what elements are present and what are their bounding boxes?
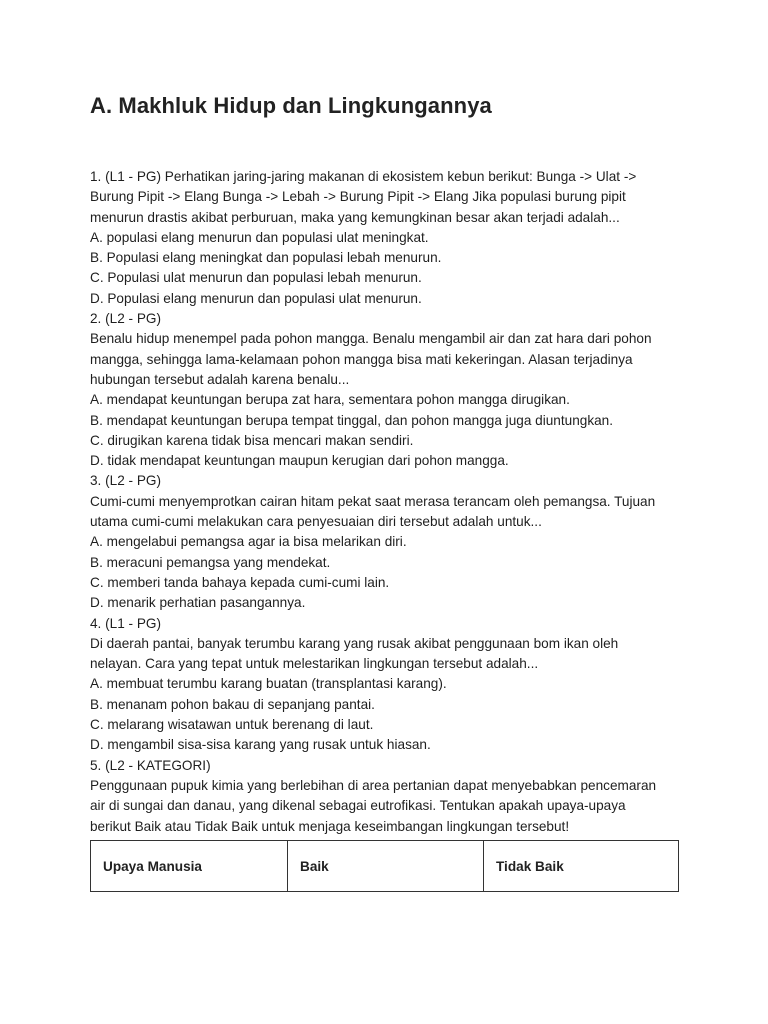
text-line: mangga, sehingga lama-kelamaan pohon mangga bisa mati kekeringan. Alasan terjadinya	[90, 351, 633, 367]
answer-option: D. menarik perhatian pasangannya.	[90, 595, 306, 611]
answer-option: A. mendapat keuntungan berupa zat hara, sementara pohon mangga dirugikan.	[90, 392, 570, 408]
text-line: Cumi-cumi menyemprotkan cairan hitam pekat saat merasa terancam oleh pemangsa. Tujuan	[90, 493, 656, 509]
text-line: Di daerah pantai, banyak terumbu karang yang rusak akibat penggunaan bom ikan oleh	[90, 635, 619, 651]
table-header-tidak-baik: Tidak Baik	[483, 841, 678, 891]
text-line: Burung Pipit -> Elang Bunga -> Lebah -> Burung Pipit -> Elang Jika populasi burung pipit	[90, 189, 626, 205]
text-line: Penggunaan pupuk kimia yang berlebihan di area pertanian dapat menyebabkan pencemaran	[90, 777, 657, 793]
text-line: hubungan tersebut adalah karena benalu...	[90, 371, 350, 387]
text-line: berikut Baik atau Tidak Baik untuk menjaga keseimbangan lingkungan tersebut!	[90, 818, 570, 834]
category-table	[90, 840, 679, 892]
answer-option: C. melarang wisatawan untuk berenang di laut.	[90, 717, 374, 733]
question-number: 2. (L2 - PG)	[90, 311, 162, 327]
answer-option: B. meracuni pemangsa yang mendekat.	[90, 554, 331, 570]
answer-option: D. Populasi elang menurun dan populasi ulat menurun.	[90, 290, 422, 306]
text-line: 1. (L1 - PG) Perhatikan jaring-jaring makanan di ekosistem kebun berikut: Bunga -> Ulat ->	[90, 169, 637, 184]
answer-option: D. tidak mendapat keuntungan maupun kerugian dari pohon mangga.	[90, 453, 509, 469]
question-body	[90, 167, 682, 837]
text-line: nelayan. Cara yang tepat untuk melestarikan lingkungan tersebut adalah...	[90, 656, 539, 672]
answer-option: B. mendapat keuntungan berupa tempat tinggal, dan pohon mangga juga diuntungkan.	[90, 412, 614, 428]
text-line: menurun drastis akibat perburuan, maka yang kemungkinan besar akan terjadi adalah...	[90, 209, 620, 225]
answer-option: A. mengelabui pemangsa agar ia bisa melarikan diri.	[90, 534, 407, 550]
answer-option: C. memberi tanda bahaya kepada cumi-cumi lain.	[90, 574, 390, 590]
text-line: utama cumi-cumi melakukan cara penyesuaian diri tersebut adalah untuk...	[90, 514, 542, 530]
answer-option: B. menanam pohon bakau di sepanjang pantai.	[90, 696, 375, 712]
text-line: air di sungai dan danau, yang dikenal sebagai eutrofikasi. Tentukan apakah upaya-upaya	[90, 798, 626, 814]
question-number: 4. (L1 - PG)	[90, 615, 162, 631]
answer-option: B. Populasi elang meningkat dan populasi lebah menurun.	[90, 250, 442, 266]
text-line: Benalu hidup menempel pada pohon mangga. Benalu mengambil air dan zat hara dari pohon	[90, 331, 652, 347]
question-number: 3. (L2 - PG)	[90, 473, 162, 489]
answer-option: C. dirugikan karena tidak bisa mencari makan sendiri.	[90, 432, 414, 448]
section-heading: A. Makhluk Hidup dan Lingkungannya	[90, 93, 492, 118]
question-number: 5. (L2 - KATEGORI)	[90, 757, 211, 773]
answer-option: A. populasi elang menurun dan populasi ulat meningkat.	[90, 229, 429, 245]
table-header-upaya-manusia: Upaya Manusia	[103, 858, 202, 874]
answer-option: D. mengambil sisa-sisa karang yang rusak untuk hiasan.	[90, 737, 431, 753]
table-header-baik: Baik	[287, 841, 483, 891]
answer-option: A. membuat terumbu karang buatan (transplantasi karang).	[90, 676, 447, 692]
answer-option: C. Populasi ulat menurun dan populasi lebah menurun.	[90, 270, 422, 286]
